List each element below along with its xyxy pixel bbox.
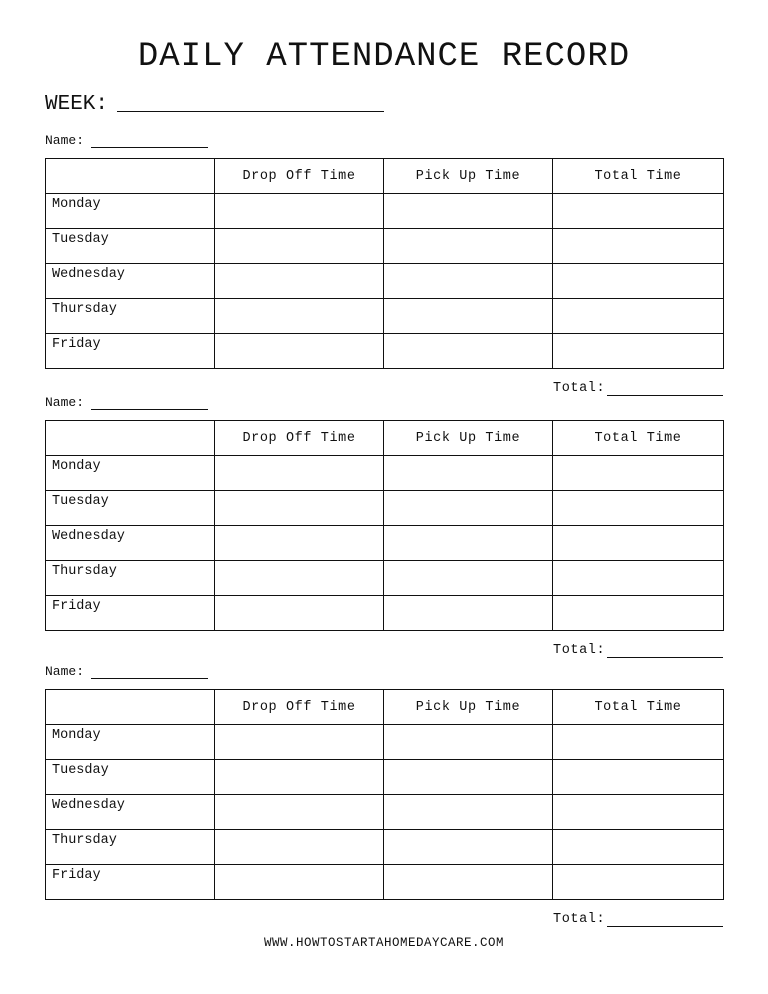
pick-up-cell[interactable] [384, 491, 553, 526]
total-field[interactable] [607, 395, 723, 396]
day-label: Friday [46, 596, 215, 631]
name-field[interactable] [91, 147, 208, 148]
total-time-cell[interactable] [553, 830, 724, 865]
table-row [46, 561, 724, 596]
header-total-time: Total Time [553, 159, 724, 194]
drop-off-cell[interactable] [215, 795, 384, 830]
day-label: Tuesday [46, 760, 215, 795]
header-total-time: Total Time [553, 690, 724, 725]
table-row [46, 526, 724, 561]
header-total-time: Total Time [553, 421, 724, 456]
header-drop-off: Drop Off Time [215, 690, 384, 725]
drop-off-cell[interactable] [215, 456, 384, 491]
name-label: Name: [45, 395, 85, 410]
table-row [46, 596, 724, 631]
total-time-cell[interactable] [553, 456, 724, 491]
drop-off-cell[interactable] [215, 725, 384, 760]
table-row [46, 334, 724, 369]
total-time-cell[interactable] [553, 264, 724, 299]
name-field[interactable] [91, 678, 208, 679]
drop-off-cell[interactable] [215, 561, 384, 596]
page-title: DAILY ATTENDANCE RECORD [137, 38, 631, 76]
drop-off-cell[interactable] [215, 526, 384, 561]
pick-up-cell[interactable] [384, 264, 553, 299]
pick-up-cell[interactable] [384, 526, 553, 561]
table-row [46, 795, 724, 830]
total-time-cell[interactable] [553, 491, 724, 526]
drop-off-cell[interactable] [215, 760, 384, 795]
total-field[interactable] [607, 657, 723, 658]
total-time-cell[interactable] [553, 299, 724, 334]
table-row [46, 456, 724, 491]
drop-off-cell[interactable] [215, 264, 384, 299]
table-header-row [46, 159, 724, 194]
table-row [46, 264, 724, 299]
total-time-cell[interactable] [553, 561, 724, 596]
name-label: Name: [45, 664, 85, 679]
pick-up-cell[interactable] [384, 760, 553, 795]
pick-up-cell[interactable] [384, 456, 553, 491]
pick-up-cell[interactable] [384, 561, 553, 596]
day-label: Thursday [46, 830, 215, 865]
header-pick-up: Pick Up Time [384, 421, 553, 456]
name-field[interactable] [91, 409, 208, 410]
table-row [46, 194, 724, 229]
pick-up-cell[interactable] [384, 334, 553, 369]
total-field[interactable] [607, 926, 723, 927]
header-pick-up: Pick Up Time [384, 159, 553, 194]
day-label: Thursday [46, 299, 215, 334]
table-row [46, 229, 724, 264]
drop-off-cell[interactable] [215, 865, 384, 900]
table-row [46, 725, 724, 760]
table-row [46, 760, 724, 795]
day-label: Wednesday [46, 795, 215, 830]
total-time-cell[interactable] [553, 760, 724, 795]
attendance-table [45, 158, 724, 369]
drop-off-cell[interactable] [215, 229, 384, 264]
header-blank [46, 159, 215, 194]
drop-off-cell[interactable] [215, 491, 384, 526]
header-drop-off: Drop Off Time [215, 159, 384, 194]
day-label: Wednesday [46, 264, 215, 299]
drop-off-cell[interactable] [215, 830, 384, 865]
total-time-cell[interactable] [553, 229, 724, 264]
drop-off-cell[interactable] [215, 334, 384, 369]
table-header-row [46, 690, 724, 725]
total-time-cell[interactable] [553, 334, 724, 369]
pick-up-cell[interactable] [384, 194, 553, 229]
week-field[interactable] [117, 111, 384, 112]
header-pick-up: Pick Up Time [384, 690, 553, 725]
total-label: Total: [553, 912, 606, 927]
day-label: Thursday [46, 561, 215, 596]
pick-up-cell[interactable] [384, 596, 553, 631]
total-time-cell[interactable] [553, 865, 724, 900]
day-label: Tuesday [46, 491, 215, 526]
table-header-row [46, 421, 724, 456]
header-drop-off: Drop Off Time [215, 421, 384, 456]
attendance-table [45, 689, 724, 900]
drop-off-cell[interactable] [215, 596, 384, 631]
day-label: Monday [46, 456, 215, 491]
table-row [46, 830, 724, 865]
week-label: WEEK: [45, 93, 109, 116]
pick-up-cell[interactable] [384, 725, 553, 760]
total-time-cell[interactable] [553, 795, 724, 830]
drop-off-cell[interactable] [215, 299, 384, 334]
pick-up-cell[interactable] [384, 229, 553, 264]
table-row [46, 299, 724, 334]
pick-up-cell[interactable] [384, 299, 553, 334]
name-label: Name: [45, 133, 85, 148]
table-row [46, 491, 724, 526]
day-label: Monday [46, 725, 215, 760]
table-row [46, 865, 724, 900]
day-label: Tuesday [46, 229, 215, 264]
day-label: Friday [46, 334, 215, 369]
total-label: Total: [553, 643, 606, 658]
attendance-table [45, 420, 724, 631]
total-time-cell[interactable] [553, 596, 724, 631]
total-time-cell[interactable] [553, 725, 724, 760]
header-blank [46, 690, 215, 725]
day-label: Friday [46, 865, 215, 900]
total-label: Total: [553, 381, 606, 396]
drop-off-cell[interactable] [215, 194, 384, 229]
total-time-cell[interactable] [553, 526, 724, 561]
header-blank [46, 421, 215, 456]
pick-up-cell[interactable] [384, 830, 553, 865]
day-label: Wednesday [46, 526, 215, 561]
pick-up-cell[interactable] [384, 865, 553, 900]
total-time-cell[interactable] [553, 194, 724, 229]
pick-up-cell[interactable] [384, 795, 553, 830]
footer-url: WWW.HOWTOSTARTAHOMEDAYCARE.COM [263, 936, 505, 950]
day-label: Monday [46, 194, 215, 229]
